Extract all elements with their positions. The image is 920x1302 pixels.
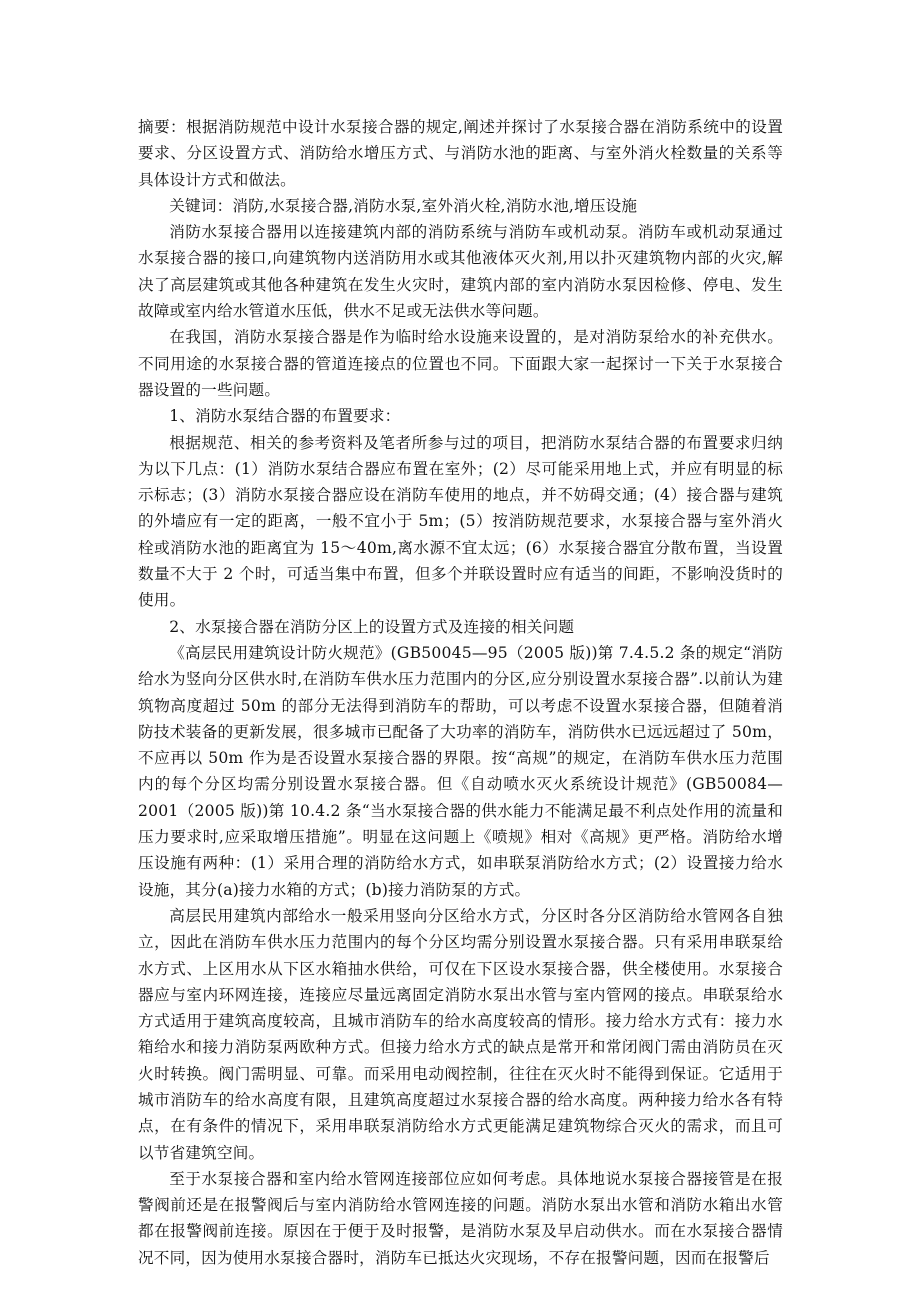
- section-heading: 2、水泵接合器在消防分区上的设置方式及连接的相关问题: [169, 617, 575, 636]
- document-body: [138, 114, 783, 1271]
- body-paragraph: 《高层民用建筑设计防火规范》(GB50045—95（2005 版))第 7.4.5.2 条的规定“消防给水为竖向分区供水时,在消防车供水压力范围内的分区,应分别设置水泵接合器”.以前认为建筑物高度超过 50m 的部分无法得到消防车的帮助，可以考虑不设置水泵接合器，但随着消防技术装备的更新发展，很多城市已配备了大功率的消防车，消防供水已远远超过了 50m，不应再以 50m 作为是否设置水泵接合器的界限。按“高规”的规定，在消防车供水压力范围内的每个分区均需分别设置水泵接合器。但《自动喷水灭火系统设计规范》(GB50084—2001（2005 版))第 10.4.2 条“当水泵接合器的供水能力不能满足最不利点处作用的流量和压力要求时,应采取增压措施”。明显在这问题上《喷规》相对《高规》更严格。消防给水增压设施有两种：(1）采用合理的消防给水方式，如串联泵消防给水方式；(2）设置接力给水设施，其分(a)接力水箱的方式；(b)接力消防泵的方式。: [138, 643, 783, 899]
- body-paragraph: 消防水泵接合器用以连接建筑内部的消防系统与消防车或机动泵。消防车或机动泵通过水泵接合器的接口,向建筑物内送消防用水或其他液体灭火剂,用以扑灭建筑物内部的火灾,解决了高层建筑或其他各种建筑在发生火灾时，建筑内部的室内消防水泵因检修、停电、发生故障或室内给水管道水压低，供水不足或无法供水等问题。: [138, 223, 783, 321]
- body-paragraph: 根据规范、相关的参考资料及笔者所参与过的项目，把消防水泵结合器的布置要求归纳为以下几点：(1）消防水泵结合器应布置在室外；(2）尽可能采用地上式，并应有明显的标示标志；(3）消防水泵接合器应设在消防车使用的地点，并不妨碍交通；(4）接合器与建筑的外墙应有一定的距离，一般不宜小于 5m；(5）按消防规范要求，水泵接合器与室外消火栓或消防水池的距离宜为 15～40m,离水源不宜太远；(6）水泵接合器宜分散布置，当设置数量不大于 2 个时，可适当集中布置，但多个并联设置时应有适当的间距，不影响没货时的使用。: [138, 433, 783, 610]
- section-heading: 1、消防水泵结合器的布置要求：: [169, 407, 401, 426]
- keywords-paragraph: 关键词：消防,水泵接合器,消防水泵,室外消火栓,消防水池,增压设施: [169, 196, 638, 215]
- body-paragraph: 至于水泵接合器和室内给水管网连接部位应如何考虑。具体地说水泵接合器接管是在报警阀前还是在报警阀后与室内消防给水管网连接的问题。消防水泵出水管和消防水箱出水管都在报警阀前连接。原因在于便于及时报警，是消防水泵及早启动供水。而在水泵接合器情况不同，因为使用水泵接合器时，消防车已抵达火灾现场，不存在报警问题，因而在报警后: [138, 1169, 783, 1267]
- body-paragraph: 在我国，消防水泵接合器是作为临时给水设施来设置的，是对消防泵给水的补充供水。不同用途的水泵接合器的管道连接点的位置也不同。下面跟大家一起探讨一下关于水泵接合器设置的一些问题。: [138, 328, 783, 399]
- abstract-paragraph: 摘要：根据消防规范中设计水泵接合器的规定,阐述并探讨了水泵接合器在消防系统中的设置要求、分区设置方式、消防给水增压方式、与消防水池的距离、与室外消火栓数量的关系等具体设计方式和做法。: [138, 118, 783, 189]
- body-paragraph: 高层民用建筑内部给水一般采用竖向分区给水方式，分区时各分区消防给水管网各自独立，因此在消防车供水压力范围内的每个分区均需分别设置水泵接合器。只有采用串联泵给水方式、上区用水从下区水箱抽水供给，可仅在下区设水泵接合器，供全楼使用。水泵接合器应与室内环网连接，连接应尽量远离固定消防水泵出水管与室内管网的接点。串联泵给水方式适用于建筑高度较高，且城市消防车的给水高度较高的情形。接力给水方式有：接力水箱给水和接力消防泵两欧种方式。但接力给水方式的缺点是常开和常闭阀门需由消防员在灭火时转换。阀门需明显、可靠。而采用电动阀控制，往往在灭火时不能得到保证。它适用于城市消防车的给水高度有限，且建筑高度超过水泵接合器的给水高度。两种接力给水各有特点，在有条件的情况下，采用串联泵消防给水方式更能满足建筑物综合灭火的需求，而且可以节省建筑空间。: [138, 906, 783, 1162]
